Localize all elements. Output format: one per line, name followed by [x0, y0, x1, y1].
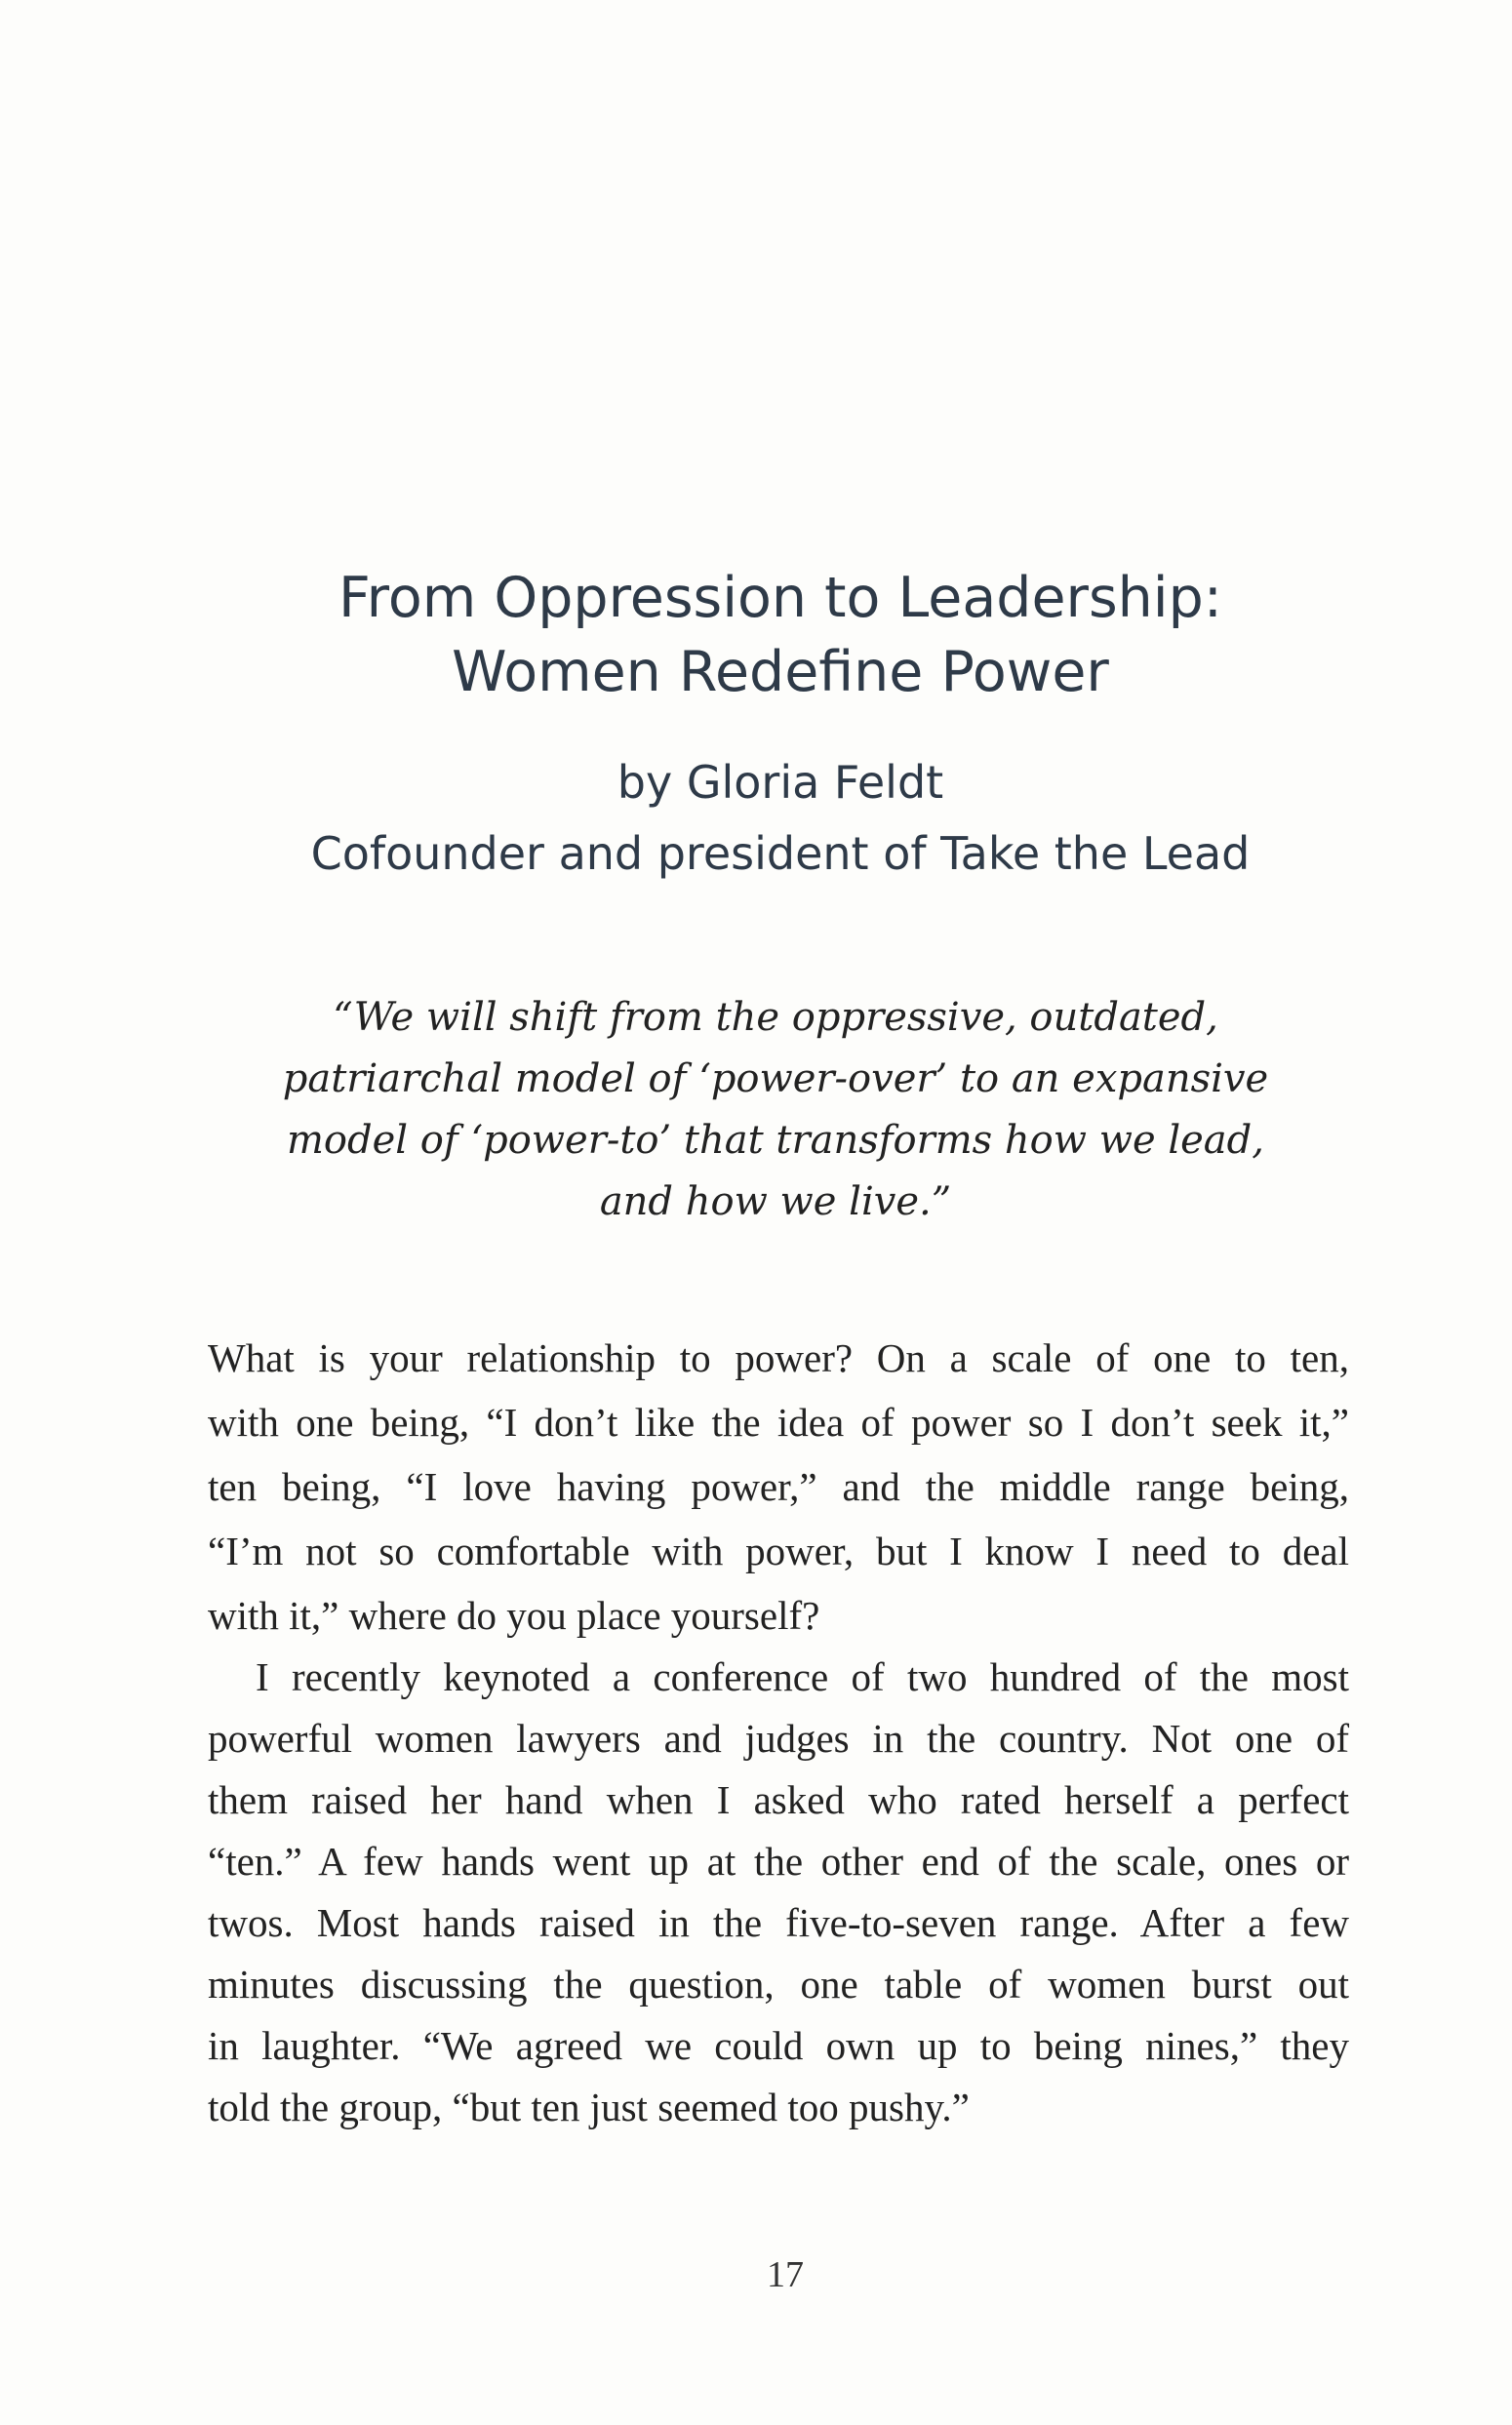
author-byline: by Gloria Feldt [617, 756, 944, 809]
text-line: I recently keynoted a conference of two hundred of the most [256, 1654, 1349, 1699]
text-line: told the group, “but ten just seemed too pushy.” [208, 2085, 970, 2129]
chapter-title-line-1: From Oppression to Leadership: [338, 566, 1222, 630]
text-line: “I’m not so comfortable with power, but I know I need to deal [208, 1529, 1349, 1573]
text-line: twos. Most hands raised in the five-to-seven range. After a few [208, 1900, 1349, 1945]
text-line: ten being, “I love having power,” and the middle range being, [208, 1464, 1349, 1509]
page-number: 17 [767, 2254, 804, 2295]
text-line: with it,” where do you place yourself? [208, 1593, 820, 1638]
chapter-title-line-2: Women Redefine Power [452, 640, 1109, 704]
text-line: them raised her hand when I asked who rated herself a perfect [208, 1777, 1349, 1822]
author-role: Cofounder and president of Take the Lead [310, 827, 1251, 880]
text-line: What is your relationship to power? On a scale of one to ten, [208, 1335, 1349, 1380]
text-line: in laughter. “We agreed we could own up to being nines,” they [208, 2023, 1349, 2068]
epigraph-line: “We will shift from the oppressive, outdated, [333, 995, 1218, 1040]
text-line: “ten.” A few hands went up at the other end of the scale, ones or [208, 1839, 1349, 1884]
epigraph-line: model of ‘power-to’ that transforms how we lead, [287, 1118, 1264, 1163]
epigraph-line: patriarchal model of ‘power-over’ to an expansive [282, 1056, 1269, 1101]
epigraph-line: and how we live.” [599, 1179, 952, 1224]
text-line: minutes discussing the question, one table of women burst out [208, 1962, 1349, 2007]
text-line: powerful women lawyers and judges in the country. Not one of [208, 1716, 1349, 1761]
text-line: with one being, “I don’t like the idea of power so I don’t seek it,” [208, 1400, 1349, 1445]
